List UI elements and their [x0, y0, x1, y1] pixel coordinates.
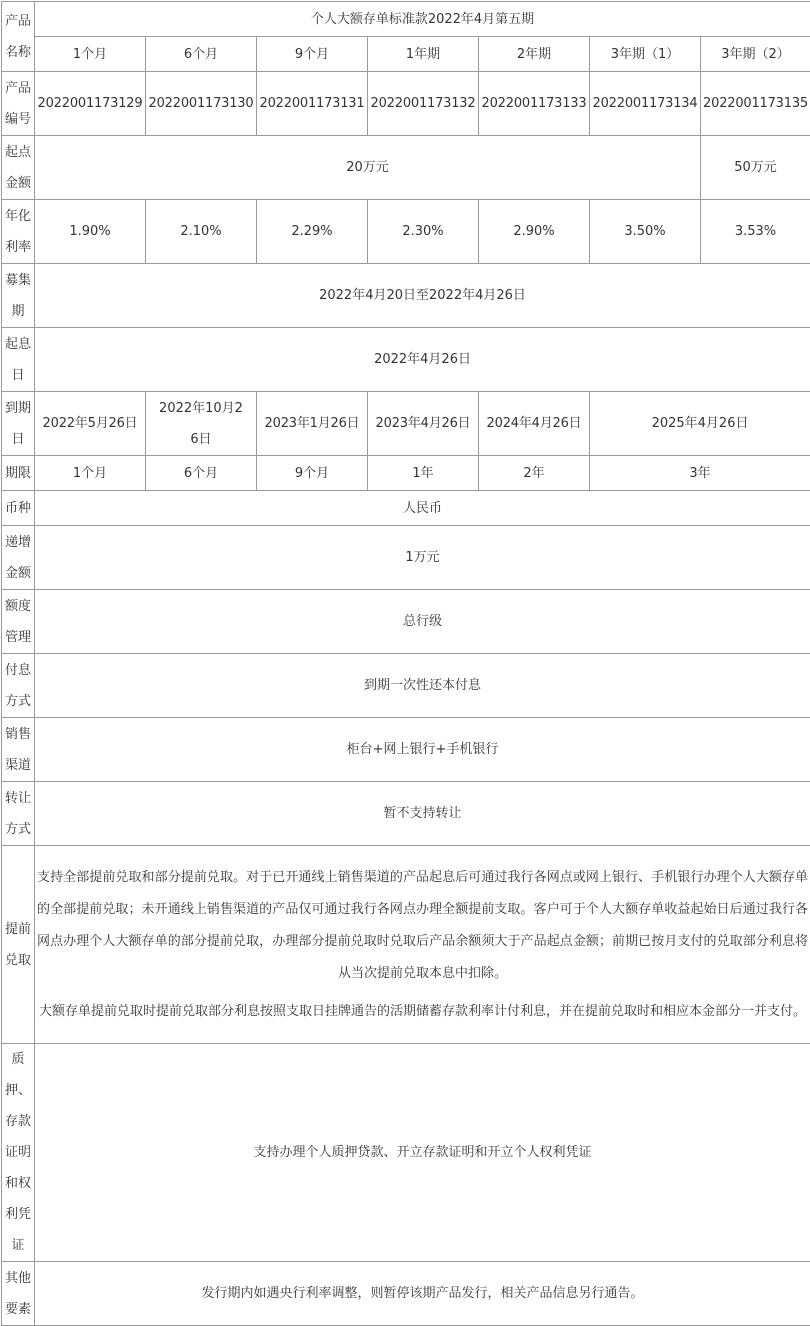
label-quota: 额度管理: [2, 590, 35, 654]
pledge-cell: 支持办理个人质押贷款、开立存款证明和开立个人权利凭证: [35, 1044, 810, 1262]
product-code-cell: 2022001173131: [257, 72, 368, 136]
rate-cell: 1.90%: [35, 200, 146, 264]
product-name-cell: 1年期: [368, 37, 479, 72]
start-date-cell: 2022年4月26日: [35, 328, 810, 392]
product-code-cell: 2022001173134: [590, 72, 701, 136]
label-transfer: 转让方式: [2, 782, 35, 846]
label-term: 期限: [2, 456, 35, 491]
term-cell: 2年: [479, 456, 590, 491]
term-cell: 1个月: [35, 456, 146, 491]
label-product-name: 产品名称: [2, 2, 35, 72]
maturity-cell: 2023年4月26日: [368, 392, 479, 456]
rate-cell: 2.29%: [257, 200, 368, 264]
product-code-cell: 2022001173135: [701, 72, 810, 136]
product-code-cell: 2022001173133: [479, 72, 590, 136]
product-name-cell: 2年期: [479, 37, 590, 72]
label-product-code: 产品编号: [2, 72, 35, 136]
maturity-cell: 2024年4月26日: [479, 392, 590, 456]
other-cell: 发行期内如遇央行利率调整，则暂停该期产品发行，相关产品信息另行通告。: [35, 1262, 810, 1326]
sales-channel-cell: 柜台+网上银行+手机银行: [35, 718, 810, 782]
label-sales-channel: 销售渠道: [2, 718, 35, 782]
rate-cell: 3.53%: [701, 200, 810, 264]
quota-cell: 总行级: [35, 590, 810, 654]
early-redemption-cell: [35, 846, 810, 1044]
rate-cell: 2.30%: [368, 200, 479, 264]
label-annual-rate: 年化利率: [2, 200, 35, 264]
maturity-cell: 2025年4月26日: [590, 392, 810, 456]
currency-cell: 人民币: [35, 491, 810, 526]
label-maturity-date: 到期日: [2, 392, 35, 456]
term-cell: 9个月: [257, 456, 368, 491]
product-name-cell: 3年期（1）: [590, 37, 701, 72]
product-name-cell: 3年期（2）: [701, 37, 810, 72]
rate-cell: 2.90%: [479, 200, 590, 264]
label-min-amount: 起点金额: [2, 136, 35, 200]
label-early-redemption: 提前兑取: [2, 846, 35, 1044]
min-amount-cell: 20万元: [35, 136, 701, 200]
maturity-cell: 2022年10月26日: [146, 392, 257, 456]
rate-cell: 3.50%: [590, 200, 701, 264]
product-name-cell: 9个月: [257, 37, 368, 72]
label-interest-method: 付息方式: [2, 654, 35, 718]
term-cell: 6个月: [146, 456, 257, 491]
label-other: 其他要素: [2, 1262, 35, 1326]
product-code-cell: 2022001173129: [35, 72, 146, 136]
term-cell: 3年: [590, 456, 810, 491]
label-pledge: 质押、存款证明和权利凭证: [2, 1044, 35, 1262]
product-code-cell: 2022001173132: [368, 72, 479, 136]
product-code-cell: 2022001173130: [146, 72, 257, 136]
transfer-cell: 暂不支持转让: [35, 782, 810, 846]
interest-method-cell: 到期一次性还本付息: [35, 654, 810, 718]
label-currency: 币种: [2, 491, 35, 526]
term-cell: 1年: [368, 456, 479, 491]
early-redemption-paragraph-2: 大额存单提前兑取时提前兑取部分利息按照支取日挂牌通告的活期储蓄存款利率计付利息，并在提前兑取时和相应本金部分一并支付。: [37, 996, 808, 1028]
early-redemption-paragraph-1: 支持全部提前兑取和部分提前兑取。对于已开通线上销售渠道的产品起息后可通过我行各网点或网上银行、手机银行办理个人大额存单的全部提前兑取；未开通线上销售渠道的产品仅可通过我行各网点办理全额提前支取。客户可于个人大额存单收益起始日后通过我行各网点办理个人大额存单的部分提前兑取，办理部分提前兑取时兑取后产品余额须大于产品起点金额；前期已按月支付的兑取部分利息将从当次提前兑取本息中扣除。: [37, 870, 808, 981]
maturity-cell: 2022年5月26日: [35, 392, 146, 456]
raise-period-cell: 2022年4月20日至2022年4月26日: [35, 264, 810, 328]
rate-cell: 2.10%: [146, 200, 257, 264]
product-table: [1, 1, 810, 1326]
label-start-date: 起息日: [2, 328, 35, 392]
min-amount-cell: 50万元: [701, 136, 810, 200]
product-name-cell: 6个月: [146, 37, 257, 72]
increment-cell: 1万元: [35, 526, 810, 590]
label-increment: 递增金额: [2, 526, 35, 590]
label-raise-period: 募集期: [2, 264, 35, 328]
maturity-cell: 2023年1月26日: [257, 392, 368, 456]
table-title: 个人大额存单标准款2022年4月第五期: [35, 2, 810, 37]
product-name-cell: 1个月: [35, 37, 146, 72]
